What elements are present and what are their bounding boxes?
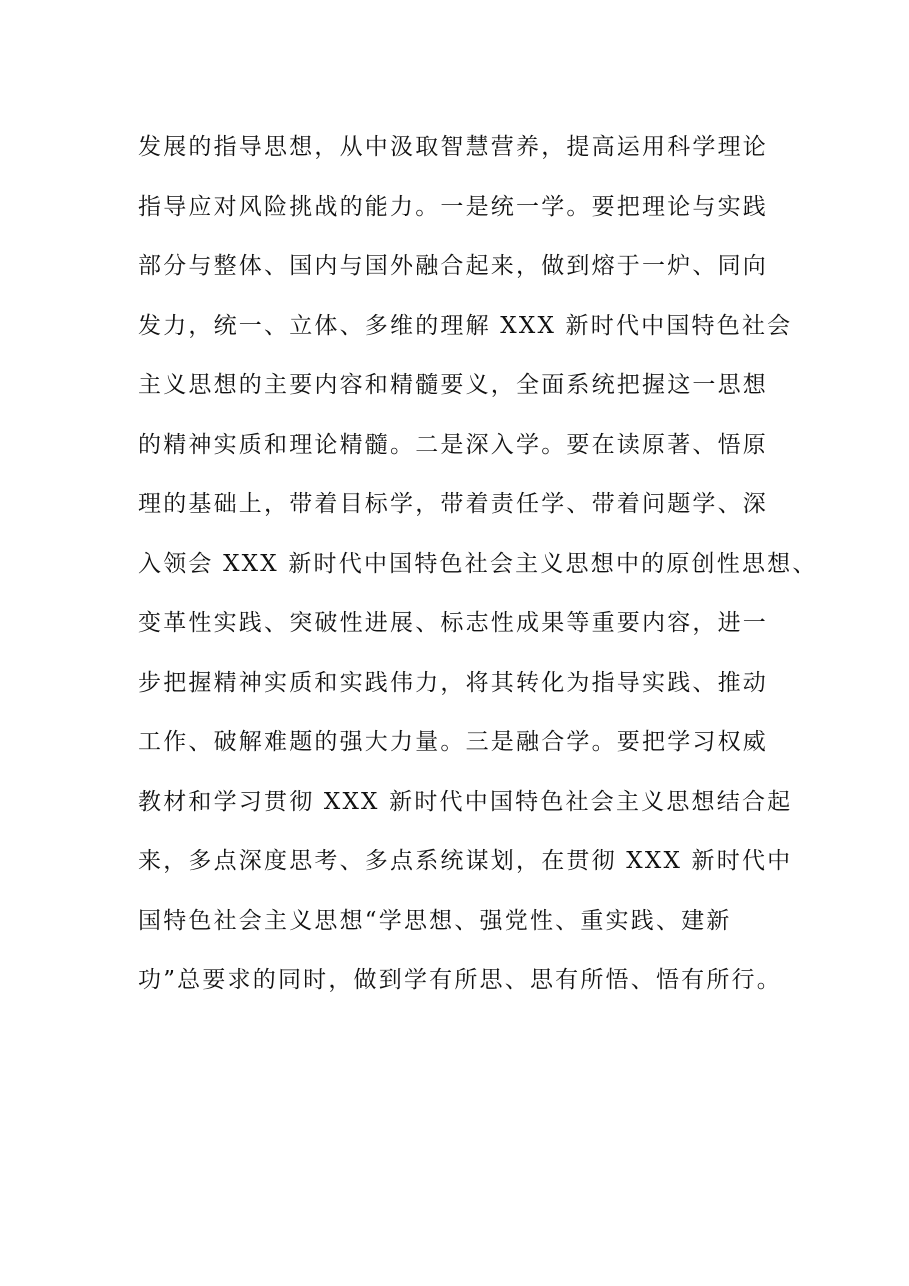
paragraph-line-7: 理的基础上，带着目标学，带着责任学、带着问题学、深 <box>138 491 768 517</box>
paragraph-line-12: 教材和学习贯彻 XXX 新时代中国特色社会主义思想结合起 <box>138 788 793 815</box>
paragraph-line-2: 指导应对风险挑战的能力。一是统一学。要把理论与实践 <box>138 193 768 220</box>
paragraph-line-8: 入领会 XXX 新时代中国特色社会主义思想中的原创性思想、 <box>138 550 818 577</box>
paragraph-line-1: 发展的指导思想，从中汲取智慧营养，提高运用科学理论 <box>138 134 768 160</box>
paragraph-line-9: 变革性实践、突破性进展、标志性成果等重要内容，进一 <box>138 610 768 636</box>
paragraph-line-13: 来，多点深度思考、多点系统谋划，在贯彻 XXX 新时代中 <box>138 848 793 874</box>
paragraph-line-3: 部分与整体、国内与国外融合起来，做到熔于一炉、同向 <box>138 253 768 279</box>
paragraph-line-6: 的精神实质和理论精髓。二是深入学。要在读原著、悟原 <box>138 431 768 458</box>
paragraph-line-14: 国特色社会主义思想“学思想、强党性、重实践、建新 <box>138 907 732 934</box>
paragraph-line-15: 功”总要求的同时，做到学有所思、思有所悟、悟有所行。 <box>138 967 782 993</box>
paragraph-line-4: 发力，统一、立体、多维的理解 XXX 新时代中国特色社会 <box>138 312 793 339</box>
paragraph-line-11: 工作、破解难题的强大力量。三是融合学。要把学习权威 <box>138 729 768 755</box>
paragraph-line-10: 步把握精神实质和实践伟力，将其转化为指导实践、推动 <box>138 669 768 696</box>
body-paragraph <box>138 121 818 1014</box>
paragraph-line-5: 主义思想的主要内容和精髓要义，全面系统把握这一思想 <box>138 372 768 398</box>
